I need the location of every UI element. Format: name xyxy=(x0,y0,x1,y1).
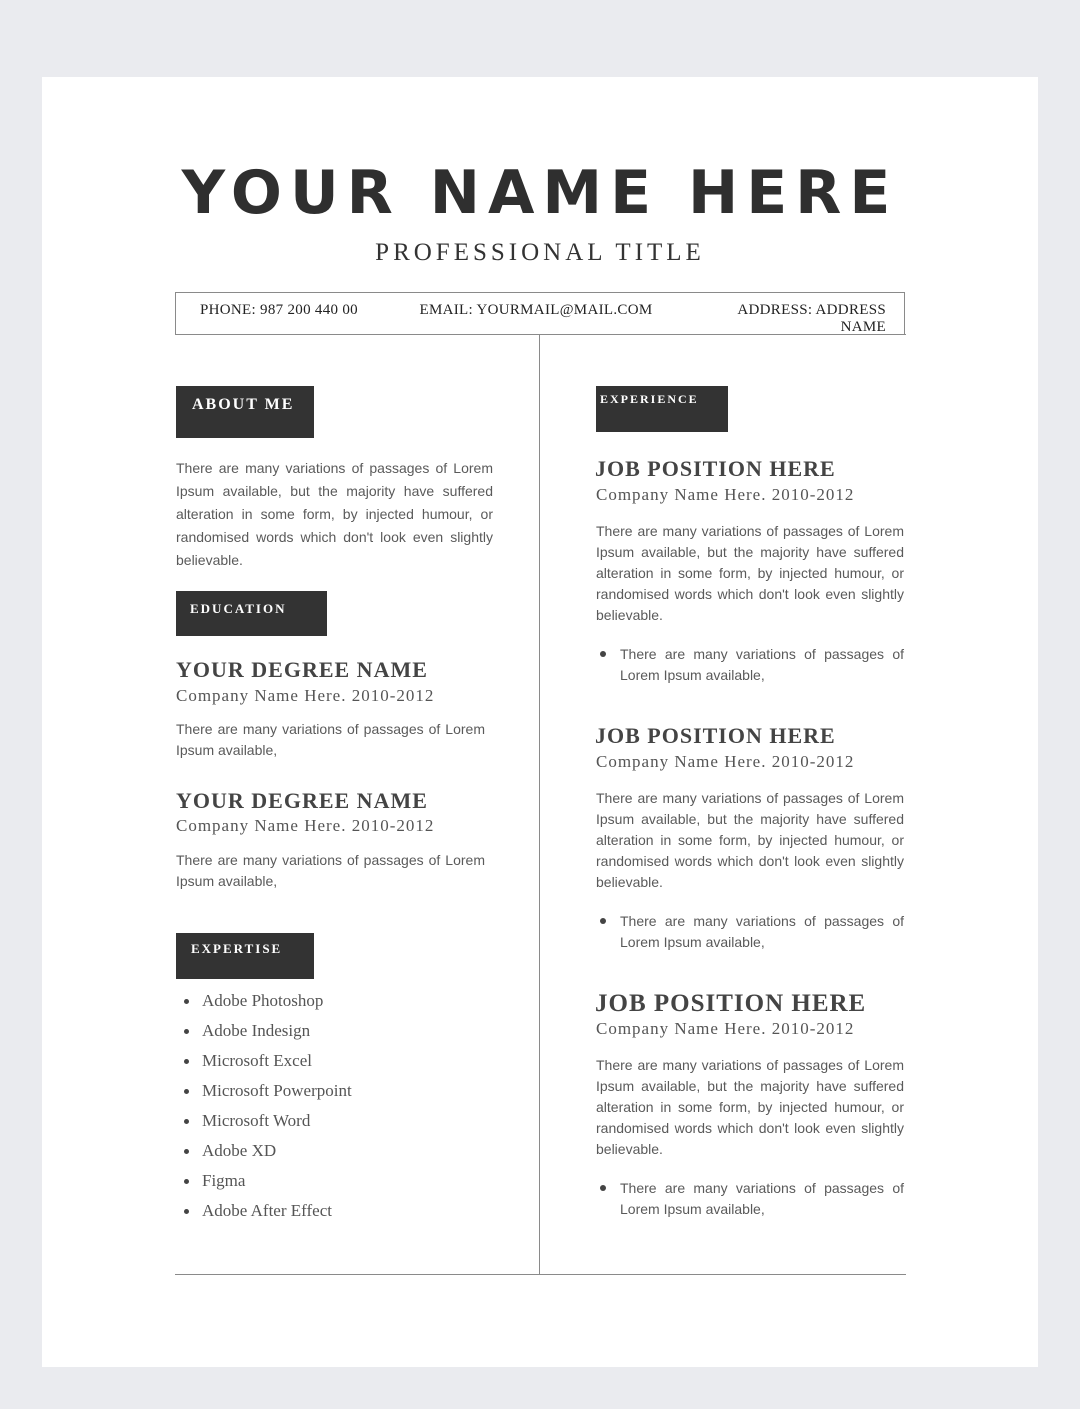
bullet-icon xyxy=(184,1089,189,1094)
degree-company: Company Name Here. 2010-2012 xyxy=(176,686,435,705)
contact-address: ADDRESS: ADDRESS NAME xyxy=(737,302,886,335)
skill-label: Adobe Photoshop xyxy=(202,991,324,1010)
job-bullet-text: There are many variations of passages of Lorem Ipsum available, xyxy=(620,646,904,683)
contact-email: EMAIL: YOURMAIL@MAIL.COM xyxy=(419,302,653,318)
skill-label: Microsoft Word xyxy=(202,1111,311,1130)
list-item xyxy=(180,1050,352,1080)
contact-divider xyxy=(175,334,906,335)
bullet-icon xyxy=(184,1209,189,1214)
skill-label: Adobe XD xyxy=(202,1141,277,1160)
skill-label: Adobe Indesign xyxy=(202,1021,311,1040)
job-bullet xyxy=(620,911,904,953)
job-bullet xyxy=(620,1178,904,1220)
about-heading xyxy=(176,386,314,438)
skill-label: Figma xyxy=(202,1171,246,1190)
skills-list xyxy=(180,990,352,1230)
list-item xyxy=(180,1020,352,1050)
contact-phone: PHONE: 987 200 440 00 xyxy=(200,302,358,318)
job-bullet-text: There are many variations of passages of Lorem Ipsum available, xyxy=(620,913,904,950)
experience-heading xyxy=(596,386,728,432)
about-text: There are many variations of passages of Lorem Ipsum available, but the majority have suffered alteration in some form, by injected humour, or randomised words which don't look even slightly believable. xyxy=(176,460,493,568)
degree-name: YOUR DEGREE NAME xyxy=(176,657,428,682)
job-description: There are many variations of passages of Lorem Ipsum available, but the majority have suffered alteration in some form, by injected humour, or randomised words which don't look even slightly believable. xyxy=(596,523,904,623)
education-heading-text: EDUCATION xyxy=(190,601,287,616)
job-company: Company Name Here. 2010-2012 xyxy=(596,752,855,771)
degree-company: Company Name Here. 2010-2012 xyxy=(176,816,435,835)
professional-title: PROFESSIONAL TITLE xyxy=(375,239,705,266)
skill-label: Microsoft Powerpoint xyxy=(202,1081,352,1100)
list-item xyxy=(180,1170,352,1200)
job-description: There are many variations of passages of Lorem Ipsum available, but the majority have suffered alteration in some form, by injected humour, or randomised words which don't look even slightly believable. xyxy=(596,790,904,890)
degree-text: There are many variations of passages of Lorem Ipsum available, xyxy=(176,852,485,889)
job-bullet-text: There are many variations of passages of Lorem Ipsum available, xyxy=(620,1180,904,1217)
job-description: There are many variations of passages of Lorem Ipsum available, but the majority have suffered alteration in some form, by injected humour, or randomised words which don't look even slightly believable. xyxy=(596,1057,904,1157)
job-position: JOB POSITION HERE xyxy=(595,723,836,748)
contact-bar xyxy=(175,292,905,335)
skill-label: Adobe After Effect xyxy=(202,1201,332,1220)
bullet-icon xyxy=(184,999,189,1004)
list-item xyxy=(180,1140,352,1170)
bottom-divider xyxy=(175,1274,906,1275)
list-item xyxy=(180,990,352,1020)
job-position: JOB POSITION HERE xyxy=(595,456,836,481)
bullet-icon xyxy=(184,1059,189,1064)
skill-label: Microsoft Excel xyxy=(202,1051,312,1070)
column-divider xyxy=(539,334,540,1275)
degree-text: There are many variations of passages of Lorem Ipsum available, xyxy=(176,721,485,758)
bullet-icon xyxy=(184,1149,189,1154)
job-position: JOB POSITION HERE xyxy=(595,990,867,1017)
expertise-heading xyxy=(176,933,314,979)
job-company: Company Name Here. 2010-2012 xyxy=(596,485,855,504)
list-item xyxy=(180,1080,352,1110)
job-company: Company Name Here. 2010-2012 xyxy=(596,1019,855,1038)
about-heading-text: ABOUT ME xyxy=(192,396,295,413)
list-item xyxy=(180,1200,352,1230)
bullet-icon xyxy=(600,918,606,924)
education-heading xyxy=(176,591,327,636)
resume-name: YOUR NAME HERE xyxy=(181,158,899,228)
bullet-icon xyxy=(184,1119,189,1124)
job-bullet xyxy=(620,644,904,686)
bullet-icon xyxy=(184,1179,189,1184)
bullet-icon xyxy=(600,1185,606,1191)
bullet-icon xyxy=(184,1029,189,1034)
expertise-heading-text: EXPERTISE xyxy=(191,941,283,956)
degree-name: YOUR DEGREE NAME xyxy=(176,788,428,813)
bullet-icon xyxy=(600,651,606,657)
experience-heading-text: EXPERIENCE xyxy=(600,392,699,406)
list-item xyxy=(180,1110,352,1140)
